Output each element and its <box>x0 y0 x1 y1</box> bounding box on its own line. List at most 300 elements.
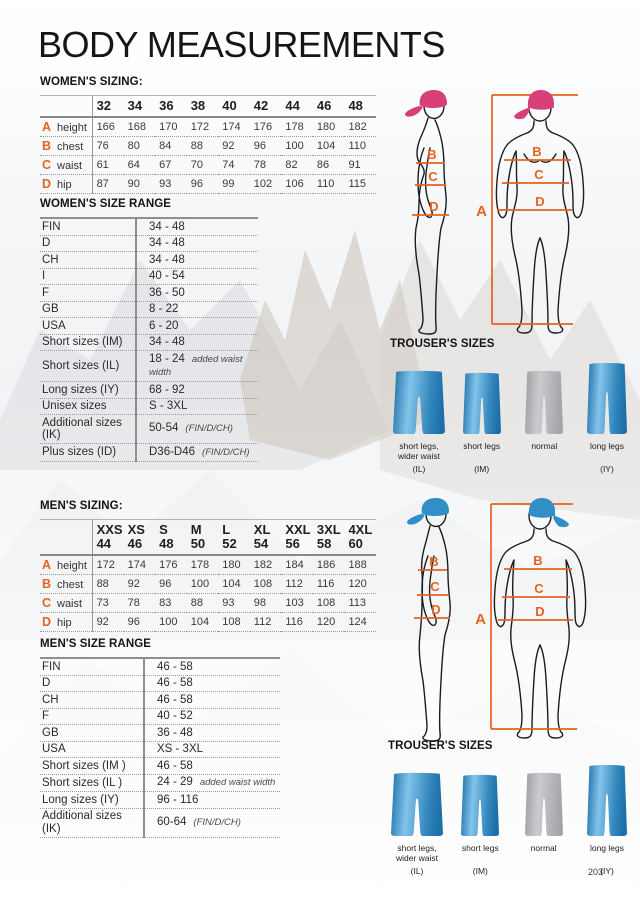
range-value: 46 - 58 <box>157 759 193 772</box>
trouser-icon-wrap <box>525 762 563 836</box>
range-value-cell <box>144 658 280 675</box>
size-range-row <box>40 252 258 269</box>
trouser-code: (IM) <box>472 866 488 876</box>
range-value: 6 - 20 <box>149 319 179 332</box>
trouser-size-item <box>453 360 511 474</box>
region-label-cell: Short sizes (IM ) <box>40 758 144 775</box>
trouser-label: normal <box>530 843 557 853</box>
trouser-size-item <box>515 360 573 474</box>
trouser-code: (IY) <box>600 866 614 876</box>
measurement-label-cell <box>40 156 92 175</box>
mens-sizing-heading: MEN'S SIZING: <box>40 500 123 512</box>
size-value-cell: 108 <box>313 594 345 613</box>
mens-sizing-section <box>40 500 376 632</box>
size-value-cell: 100 <box>187 575 219 594</box>
range-value: 8 - 22 <box>149 303 179 315</box>
size-value-cell: 182 <box>250 555 282 575</box>
trouser-icon <box>525 772 563 836</box>
height-bracket-a <box>491 504 577 729</box>
measurement-letter: A <box>42 557 52 572</box>
region-label-cell: I <box>40 268 136 285</box>
size-value-cell: 98 <box>250 594 282 613</box>
size-value-cell: 93 <box>155 175 187 194</box>
mens-trousers-section <box>388 740 636 876</box>
region-label-cell: F <box>40 285 136 302</box>
range-value: 36 - 48 <box>157 726 193 739</box>
measurement-letter: C <box>42 595 52 610</box>
size-column-header: XXS 44 <box>92 520 124 556</box>
range-value-cell <box>144 725 280 742</box>
size-column-header: 38 <box>187 96 219 118</box>
label-b-front: B <box>533 553 543 568</box>
label-b-front: B <box>532 144 542 159</box>
measurement-row <box>40 117 376 137</box>
range-value: 34 - 48 <box>149 336 185 348</box>
size-column-header: S 48 <box>155 520 187 556</box>
range-value: 34 - 48 <box>149 237 185 249</box>
label-d-side: D <box>431 602 441 617</box>
trouser-icon-wrap <box>461 762 499 836</box>
label-d-front: D <box>535 604 545 619</box>
label-a-height: A <box>476 203 487 220</box>
region-label-cell: GB <box>40 301 136 318</box>
size-value-cell: 120 <box>344 575 376 594</box>
measurement-label-cell <box>40 175 92 194</box>
range-value: 68 - 92 <box>149 383 185 396</box>
range-note: (FIN/D/CH) <box>185 423 233 435</box>
range-value-cell <box>136 268 258 285</box>
size-value-cell: 108 <box>218 613 250 632</box>
trouser-icon-wrap <box>393 360 445 434</box>
size-column-header: 42 <box>250 96 282 118</box>
range-value-cell <box>144 808 280 837</box>
trouser-size-item <box>578 360 636 474</box>
size-column-header: 32 <box>92 96 124 118</box>
range-note: added waist width <box>149 353 243 378</box>
range-value: 40 - 52 <box>157 710 193 722</box>
size-value-cell: 88 <box>187 137 219 156</box>
trouser-icon-wrap <box>525 360 563 434</box>
size-range-row <box>40 351 258 382</box>
size-value-cell: 115 <box>344 175 376 194</box>
measurement-name: chest <box>57 140 84 153</box>
measurement-row <box>40 613 376 632</box>
trouser-label: short legs, wider waist <box>395 843 439 863</box>
size-value-cell: 106 <box>281 175 313 194</box>
womens-trousers-heading: TROUSER'S SIZES <box>390 338 495 350</box>
region-label-cell: D <box>40 675 144 692</box>
region-label-cell: Additional sizes (IK) <box>40 415 136 444</box>
region-label-cell: F <box>40 708 144 725</box>
measurement-label-cell <box>40 613 92 632</box>
measurement-name: height <box>57 121 87 134</box>
size-value-cell: 170 <box>155 117 187 137</box>
size-value-cell: 174 <box>124 555 156 575</box>
measurement-row <box>40 175 376 194</box>
range-value: 46 - 58 <box>157 693 193 706</box>
size-range-row <box>40 692 280 709</box>
range-value: 50-54 <box>149 422 179 435</box>
trouser-icon <box>587 362 627 434</box>
region-label-cell: Long sizes (IY) <box>40 382 136 399</box>
mens-size-range-heading: MEN'S SIZE RANGE <box>40 638 152 650</box>
range-value-cell <box>144 708 280 725</box>
womens-sizing-section <box>40 76 376 194</box>
range-value-cell <box>144 774 280 792</box>
label-b-side: B <box>429 554 439 569</box>
trouser-label: normal <box>531 441 558 451</box>
trouser-code: (IY) <box>600 464 614 474</box>
measurement-letter: B <box>42 138 52 153</box>
size-range-row <box>40 675 280 692</box>
size-value-cell: 87 <box>92 175 124 194</box>
range-value-cell <box>144 692 280 709</box>
size-value-cell: 188 <box>344 555 376 575</box>
size-value-cell: 176 <box>155 555 187 575</box>
trouser-code: (IL) <box>412 464 426 474</box>
label-d-side: D <box>429 199 439 214</box>
womens-sizing-table <box>40 95 376 194</box>
measurement-label-cell <box>40 117 92 137</box>
measurement-name: waist <box>57 159 83 172</box>
size-range-row <box>40 268 258 285</box>
trouser-icon-wrap <box>587 762 627 836</box>
size-value-cell: 174 <box>218 117 250 137</box>
size-range-row <box>40 301 258 318</box>
size-column-header: 34 <box>124 96 156 118</box>
size-value-cell: 80 <box>124 137 156 156</box>
size-value-cell: 86 <box>313 156 345 175</box>
size-range-row <box>40 398 258 415</box>
region-label-cell: Long sizes (IY) <box>40 792 144 809</box>
size-range-row <box>40 725 280 742</box>
measurement-letter: D <box>42 614 52 629</box>
range-value-cell <box>144 792 280 809</box>
measurement-row <box>40 137 376 156</box>
measurement-name: hip <box>57 616 72 629</box>
trouser-icon <box>393 370 445 434</box>
measurement-name: hip <box>57 178 72 191</box>
size-value-cell: 82 <box>281 156 313 175</box>
size-column-header: L 52 <box>218 520 250 556</box>
range-value: 24 - 29 <box>157 776 193 788</box>
region-label-cell: FIN <box>40 658 144 675</box>
womens-size-range-heading: WOMEN'S SIZE RANGE <box>40 198 172 210</box>
trouser-icon-wrap <box>391 762 443 836</box>
size-value-cell: 92 <box>218 137 250 156</box>
measurement-letter: A <box>42 119 52 134</box>
range-value: 34 - 48 <box>149 253 185 266</box>
measurement-row <box>40 594 376 613</box>
size-range-row <box>40 285 258 302</box>
range-value: 36 - 50 <box>149 286 185 299</box>
mens-trousers-heading: TROUSER'S SIZES <box>388 740 493 752</box>
womens-sizing-heading: WOMEN'S SIZING: <box>40 76 143 88</box>
size-value-cell: 88 <box>187 594 219 613</box>
size-value-cell: 102 <box>250 175 282 194</box>
label-c-side: C <box>430 579 440 594</box>
size-value-cell: 67 <box>155 156 187 175</box>
measurement-label-cell <box>40 555 92 575</box>
measurement-label-cell <box>40 594 92 613</box>
region-label-cell: USA <box>40 318 136 335</box>
size-value-cell: 120 <box>313 613 345 632</box>
trouser-icon-wrap <box>587 360 627 434</box>
size-value-cell: 110 <box>313 175 345 194</box>
size-value-cell: 78 <box>124 594 156 613</box>
measurement-row <box>40 156 376 175</box>
size-value-cell: 70 <box>187 156 219 175</box>
mens-trouser-row <box>388 762 636 876</box>
womens-trouser-row <box>390 360 636 474</box>
label-a-height: A <box>475 611 486 628</box>
range-value-cell <box>136 444 258 462</box>
sizing-table-corner <box>40 96 92 118</box>
trouser-size-item <box>515 762 573 876</box>
measurement-row <box>40 555 376 575</box>
trouser-icon <box>525 370 563 434</box>
size-range-row <box>40 708 280 725</box>
range-value-cell <box>136 285 258 302</box>
size-column-header: 46 <box>313 96 345 118</box>
trouser-label: long legs <box>589 843 624 853</box>
size-range-row <box>40 741 280 758</box>
trouser-size-item <box>390 360 448 474</box>
size-value-cell: 176 <box>250 117 282 137</box>
size-value-cell: 178 <box>187 555 219 575</box>
size-value-cell: 116 <box>281 613 313 632</box>
size-value-cell: 91 <box>344 156 376 175</box>
size-value-cell: 92 <box>92 613 124 632</box>
size-range-row <box>40 808 280 837</box>
size-value-cell: 180 <box>313 117 345 137</box>
size-range-row <box>40 658 280 675</box>
size-value-cell: 116 <box>313 575 345 594</box>
size-value-cell: 110 <box>344 137 376 156</box>
size-value-cell: 113 <box>344 594 376 613</box>
measurement-letters-men <box>429 553 544 628</box>
trouser-size-item <box>451 762 509 876</box>
label-c-front: C <box>534 167 544 182</box>
size-value-cell: 184 <box>281 555 313 575</box>
woman-front-outline <box>496 95 583 333</box>
range-value: 18 - 24 <box>149 352 185 365</box>
size-range-row <box>40 334 258 351</box>
size-value-cell: 92 <box>124 575 156 594</box>
page-number: 203 <box>588 867 604 877</box>
mens-sizing-table <box>40 519 376 632</box>
range-value: D36-D46 <box>149 445 196 458</box>
mens-figures-illustration <box>392 492 602 742</box>
size-value-cell: 104 <box>187 613 219 632</box>
size-value-cell: 180 <box>218 555 250 575</box>
size-value-cell: 168 <box>124 117 156 137</box>
size-value-cell: 112 <box>250 613 282 632</box>
size-range-row <box>40 758 280 775</box>
region-label-cell: Short sizes (IL) <box>40 351 136 382</box>
size-value-cell: 172 <box>92 555 124 575</box>
range-note: (FIN/D/CH) <box>202 446 250 458</box>
range-value-cell <box>136 398 258 415</box>
range-value-cell <box>136 252 258 269</box>
size-column-header: 40 <box>218 96 250 118</box>
trouser-size-item <box>388 762 446 876</box>
mens-size-range-table <box>40 657 280 838</box>
range-value-cell <box>136 235 258 252</box>
label-c-front: C <box>534 581 544 596</box>
range-value: 60-64 <box>157 815 187 828</box>
size-column-header: XXL 56 <box>281 520 313 556</box>
size-range-row <box>40 415 258 444</box>
label-c-side: C <box>428 169 438 184</box>
region-label-cell: D <box>40 235 136 252</box>
region-label-cell: FIN <box>40 218 136 235</box>
trouser-label: long legs <box>589 441 624 451</box>
size-value-cell: 112 <box>281 575 313 594</box>
size-value-cell: 104 <box>313 137 345 156</box>
size-range-row <box>40 792 280 809</box>
size-value-cell: 108 <box>250 575 282 594</box>
trouser-label: short legs <box>461 843 499 853</box>
size-value-cell: 78 <box>250 156 282 175</box>
size-value-cell: 64 <box>124 156 156 175</box>
size-value-cell: 103 <box>281 594 313 613</box>
man-caps <box>407 498 569 527</box>
range-value: 40 - 54 <box>149 270 185 282</box>
size-range-row <box>40 774 280 792</box>
womens-trousers-section <box>390 338 636 474</box>
range-value-cell <box>144 675 280 692</box>
size-value-cell: 96 <box>250 137 282 156</box>
range-value: 46 - 58 <box>157 660 193 673</box>
region-label-cell: Unisex sizes <box>40 398 136 415</box>
size-value-cell: 84 <box>155 137 187 156</box>
sizing-table-corner <box>40 520 92 556</box>
size-column-header: XL 54 <box>250 520 282 556</box>
range-value-cell <box>136 415 258 444</box>
trouser-icon <box>587 764 627 836</box>
range-value-cell <box>136 301 258 318</box>
size-column-header: XS 46 <box>124 520 156 556</box>
size-value-cell: 166 <box>92 117 124 137</box>
range-value-cell <box>144 741 280 758</box>
size-column-header: M 50 <box>187 520 219 556</box>
man-side-outline <box>419 502 450 742</box>
measurement-name: chest <box>57 578 84 591</box>
range-value-cell <box>136 382 258 399</box>
womens-figures-illustration <box>392 86 602 338</box>
range-value-cell <box>136 318 258 335</box>
measurement-label-cell <box>40 137 92 156</box>
size-value-cell: 104 <box>218 575 250 594</box>
trouser-label: short legs, wider waist <box>397 441 441 461</box>
region-label-cell: CH <box>40 252 136 269</box>
trouser-label: short legs <box>463 441 501 451</box>
region-label-cell: CH <box>40 692 144 709</box>
size-range-row <box>40 318 258 335</box>
range-value-cell <box>136 218 258 235</box>
measurement-letter: D <box>42 176 52 191</box>
size-column-header: 36 <box>155 96 187 118</box>
size-value-cell: 61 <box>92 156 124 175</box>
region-label-cell: Short sizes (IM) <box>40 334 136 351</box>
trouser-icon-wrap <box>463 360 501 434</box>
region-label-cell: Plus sizes (ID) <box>40 444 136 462</box>
measurement-row <box>40 575 376 594</box>
trouser-icon <box>461 774 499 836</box>
size-value-cell: 90 <box>124 175 156 194</box>
trouser-icon <box>391 772 443 836</box>
range-value: 34 - 48 <box>149 220 185 233</box>
range-value: S - 3XL <box>149 400 188 412</box>
size-value-cell: 96 <box>187 175 219 194</box>
range-value: XS - 3XL <box>157 743 204 755</box>
size-value-cell: 93 <box>218 594 250 613</box>
size-value-cell: 124 <box>344 613 376 632</box>
measurement-name: waist <box>57 597 83 610</box>
trouser-code: (IL) <box>410 866 424 876</box>
page-title: BODY MEASUREMENTS <box>38 24 445 65</box>
trouser-icon <box>463 372 501 434</box>
size-value-cell: 99 <box>218 175 250 194</box>
size-value-cell: 96 <box>124 613 156 632</box>
size-column-header: 3XL 58 <box>313 520 345 556</box>
trouser-code: (IM) <box>474 464 490 474</box>
size-value-cell: 100 <box>281 137 313 156</box>
measurement-name: height <box>57 559 87 572</box>
trouser-size-item <box>578 762 636 876</box>
size-range-row <box>40 218 258 235</box>
womens-size-range-section <box>40 198 258 462</box>
size-value-cell: 182 <box>344 117 376 137</box>
size-value-cell: 186 <box>313 555 345 575</box>
size-value-cell: 83 <box>155 594 187 613</box>
womens-size-range-table <box>40 217 258 462</box>
range-note: (FIN/D/CH) <box>193 816 241 828</box>
size-column-header: 4XL 60 <box>344 520 376 556</box>
size-value-cell: 172 <box>187 117 219 137</box>
region-label-cell: Additional sizes (IK) <box>40 808 144 837</box>
size-range-row <box>40 382 258 399</box>
size-column-header: 48 <box>344 96 376 118</box>
size-value-cell: 178 <box>281 117 313 137</box>
region-label-cell: GB <box>40 725 144 742</box>
measurement-label-cell <box>40 575 92 594</box>
label-b-side: B <box>427 147 437 162</box>
size-range-row <box>40 235 258 252</box>
label-d-front: D <box>535 194 545 209</box>
measurement-letter: B <box>42 576 52 591</box>
size-column-header: 44 <box>281 96 313 118</box>
range-value: 96 - 116 <box>157 793 199 806</box>
range-value: 46 - 58 <box>157 677 193 689</box>
range-value-cell <box>136 334 258 351</box>
range-note: added waist width <box>199 777 276 788</box>
mens-size-range-section <box>40 638 280 838</box>
size-value-cell: 74 <box>218 156 250 175</box>
size-value-cell: 100 <box>155 613 187 632</box>
region-label-cell: Short sizes (IL ) <box>40 774 144 792</box>
range-value-cell <box>144 758 280 775</box>
size-value-cell: 73 <box>92 594 124 613</box>
measurement-letter: C <box>42 157 52 172</box>
size-range-row <box>40 444 258 462</box>
region-label-cell: USA <box>40 741 144 758</box>
range-value-cell <box>136 351 258 382</box>
size-value-cell: 96 <box>155 575 187 594</box>
size-value-cell: 88 <box>92 575 124 594</box>
size-value-cell: 76 <box>92 137 124 156</box>
